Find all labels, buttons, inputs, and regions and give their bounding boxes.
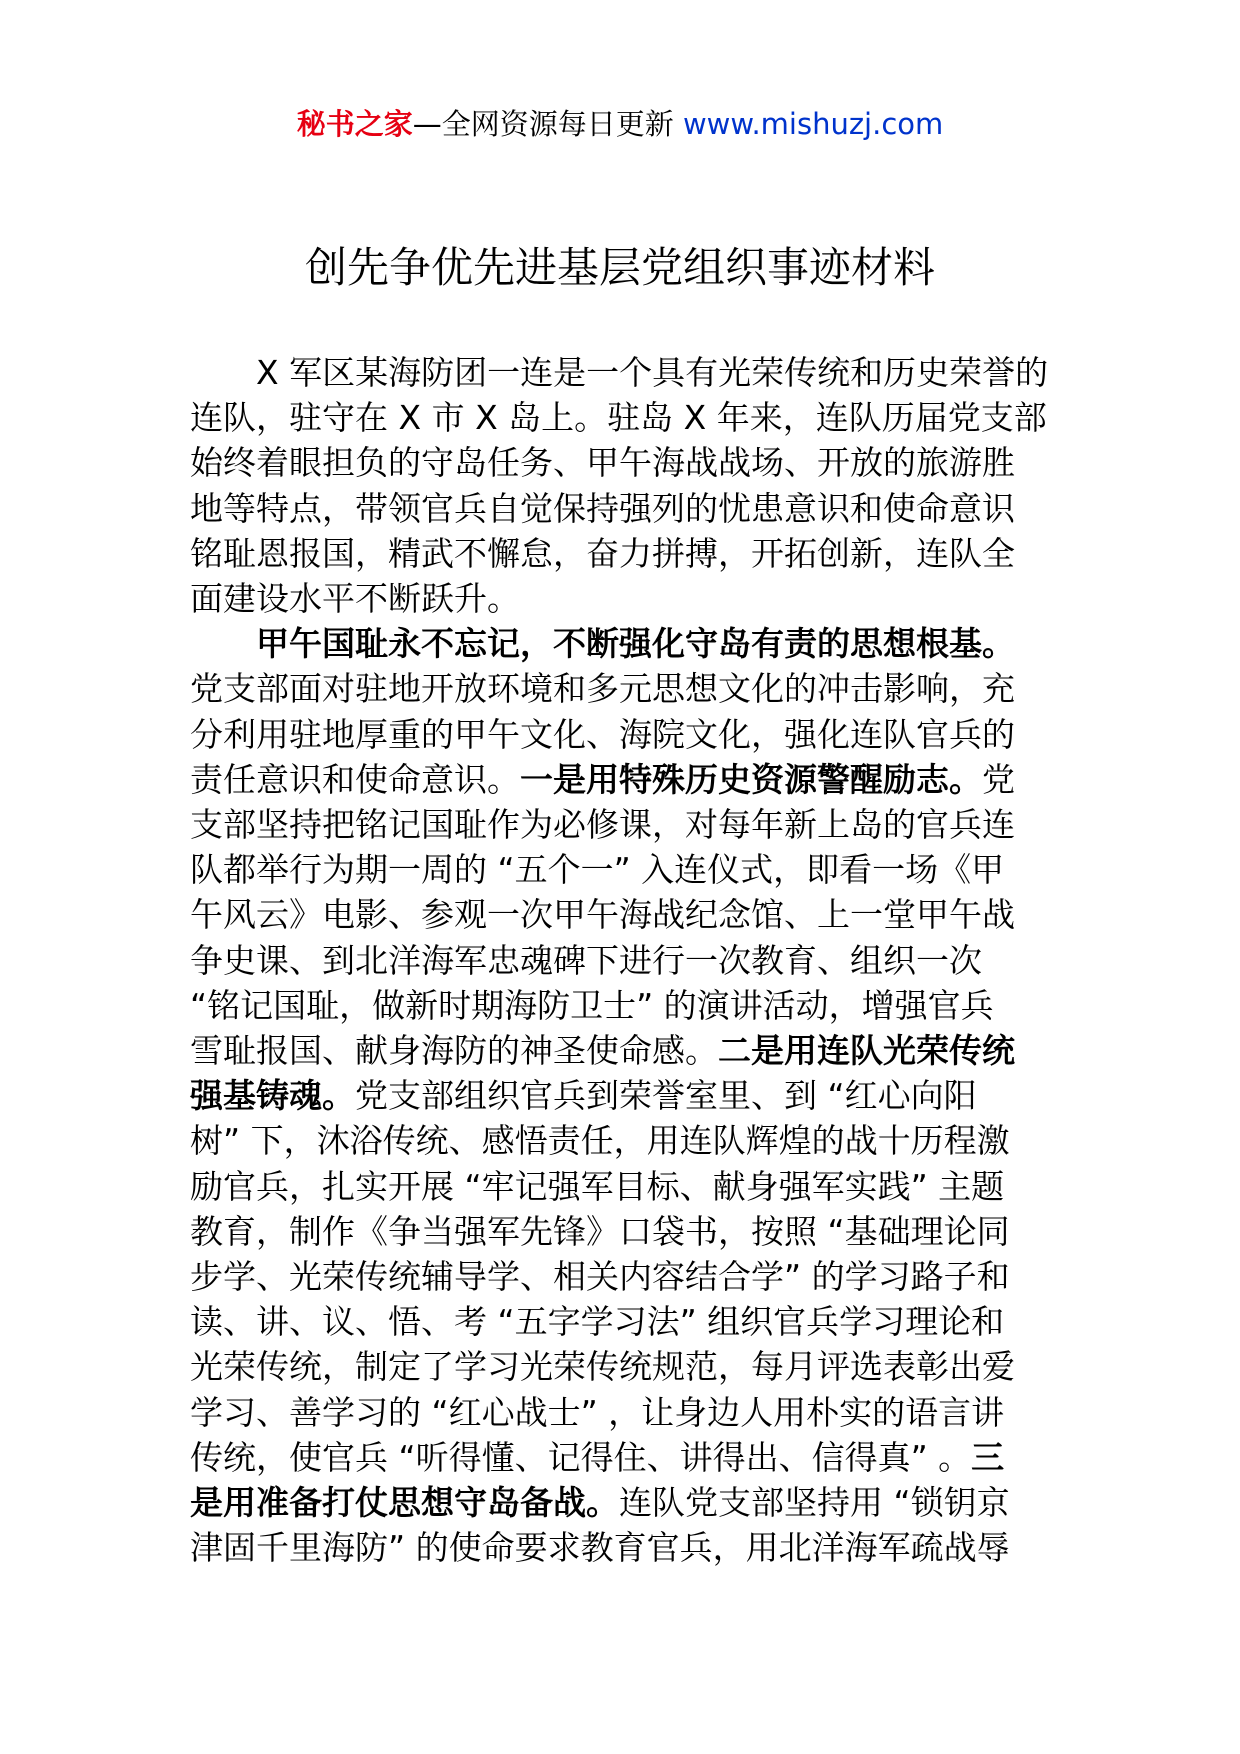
text-line: 队都举行为期一周的 “五个一” 入连仪式，即看一场《甲 bbox=[190, 850, 1005, 890]
text-line: 面建设水平不断跃升。 bbox=[190, 579, 520, 619]
document-title: 创先争优先进基层党组织事迹材料 bbox=[304, 243, 935, 292]
section-heading: 甲午国耻永不忘记，不断强化守岛有责的思想根基。 bbox=[256, 624, 1015, 664]
text-line: 连队，驻守在 X 市 X 岛上。驻岛 X 年来，连队历届党支部 bbox=[190, 398, 1047, 438]
text-line: 励官兵，扎实开展 “牢记强军目标、献身强军实践” 主题 bbox=[190, 1166, 1005, 1206]
text-line: 读、讲、议、悟、考 “五字学习法” 组织官兵学习理论和 bbox=[190, 1302, 1005, 1342]
text-line: 始终着眼担负的守岛任务、甲午海战战场、开放的旅游胜 bbox=[190, 443, 1015, 483]
text-line: 支部坚持把铭记国耻作为必修课，对每年新上岛的官兵连 bbox=[190, 805, 1015, 845]
text-line: 党支部面对驻地开放环境和多元思想文化的冲击影响，充 bbox=[190, 669, 1015, 709]
text-line: 教育，制作《争当强军先锋》口袋书，按照 “基础理论同 bbox=[190, 1211, 1010, 1251]
text-line: 责任意识和使命意识。 bbox=[190, 759, 520, 799]
document-body bbox=[190, 350, 1070, 1570]
text-line: 步学、光荣传统辅导学、相关内容结合学” 的学习路子和 bbox=[190, 1257, 1010, 1297]
point-heading-2: 二是用连队光荣传统 bbox=[718, 1031, 1015, 1071]
text-line: 连队党支部坚持用 “锁钥京 bbox=[619, 1483, 1010, 1523]
site-tagline: —全网资源每日更新 bbox=[412, 107, 683, 141]
site-brand: 秘书之家 bbox=[296, 107, 413, 141]
paragraph-indent bbox=[190, 624, 256, 663]
text-line: 地等特点，带领官兵自觉保持强列的忧患意识和使命意识 bbox=[190, 488, 1015, 528]
text-line: 争史课、到北洋海军忠魂碑下进行一次教育、组织一次 bbox=[190, 940, 982, 980]
point-heading-3-cont: 是用准备打仗思想守岛备战。 bbox=[190, 1483, 619, 1523]
text-line: 津固千里海防” 的使命要求教育官兵，用北洋海军疏战辱 bbox=[190, 1528, 1010, 1568]
point-heading-1: 一是用特殊历史资源警醒励志。 bbox=[520, 759, 982, 799]
point-heading-2-cont: 强基铸魂。 bbox=[190, 1076, 355, 1116]
text-line: 铭耻恩报国，精武不懈怠，奋力拼搏，开拓创新，连队全 bbox=[190, 533, 1015, 573]
text-line: 雪耻报国、献身海防的神圣使命感。 bbox=[190, 1031, 718, 1071]
text-line: 树” 下，沐浴传统、感悟责任，用连队辉煌的战十历程激 bbox=[190, 1121, 1010, 1161]
text-line: 传统，使官兵 “听得懂、记得住、讲得出、信得真” 。 bbox=[190, 1437, 972, 1477]
site-url-link[interactable]: www.mishuzj.com bbox=[682, 107, 944, 141]
text-line: 学习、善学习的 “红心战士” ，让身边人用朴实的语言讲 bbox=[190, 1392, 1005, 1432]
point-heading-3: 三 bbox=[971, 1437, 1005, 1477]
text-line: 分利用驻地厚重的甲午文化、海院文化，强化连队官兵的 bbox=[190, 714, 1015, 754]
site-header bbox=[0, 104, 1240, 144]
text-line: 光荣传统，制定了学习光荣传统规范，每月评选表彰出爱 bbox=[190, 1347, 1015, 1387]
text-line: “铭记国耻，做新时期海防卫士” 的演讲活动，增强官兵 bbox=[190, 985, 994, 1025]
text-line: 党支部组织官兵到荣誉室里、到 “红心向阳 bbox=[355, 1076, 977, 1116]
text-line: X 军区某海防团一连是一个具有光荣传统和历史荣誉的 bbox=[190, 353, 1049, 392]
paragraph-intro bbox=[190, 350, 1070, 621]
paragraph-section-1 bbox=[190, 621, 1070, 1570]
text-line: 党 bbox=[982, 759, 1015, 799]
text-line: 午风云》电影、参观一次甲午海战纪念馆、上一堂甲午战 bbox=[190, 895, 1015, 935]
